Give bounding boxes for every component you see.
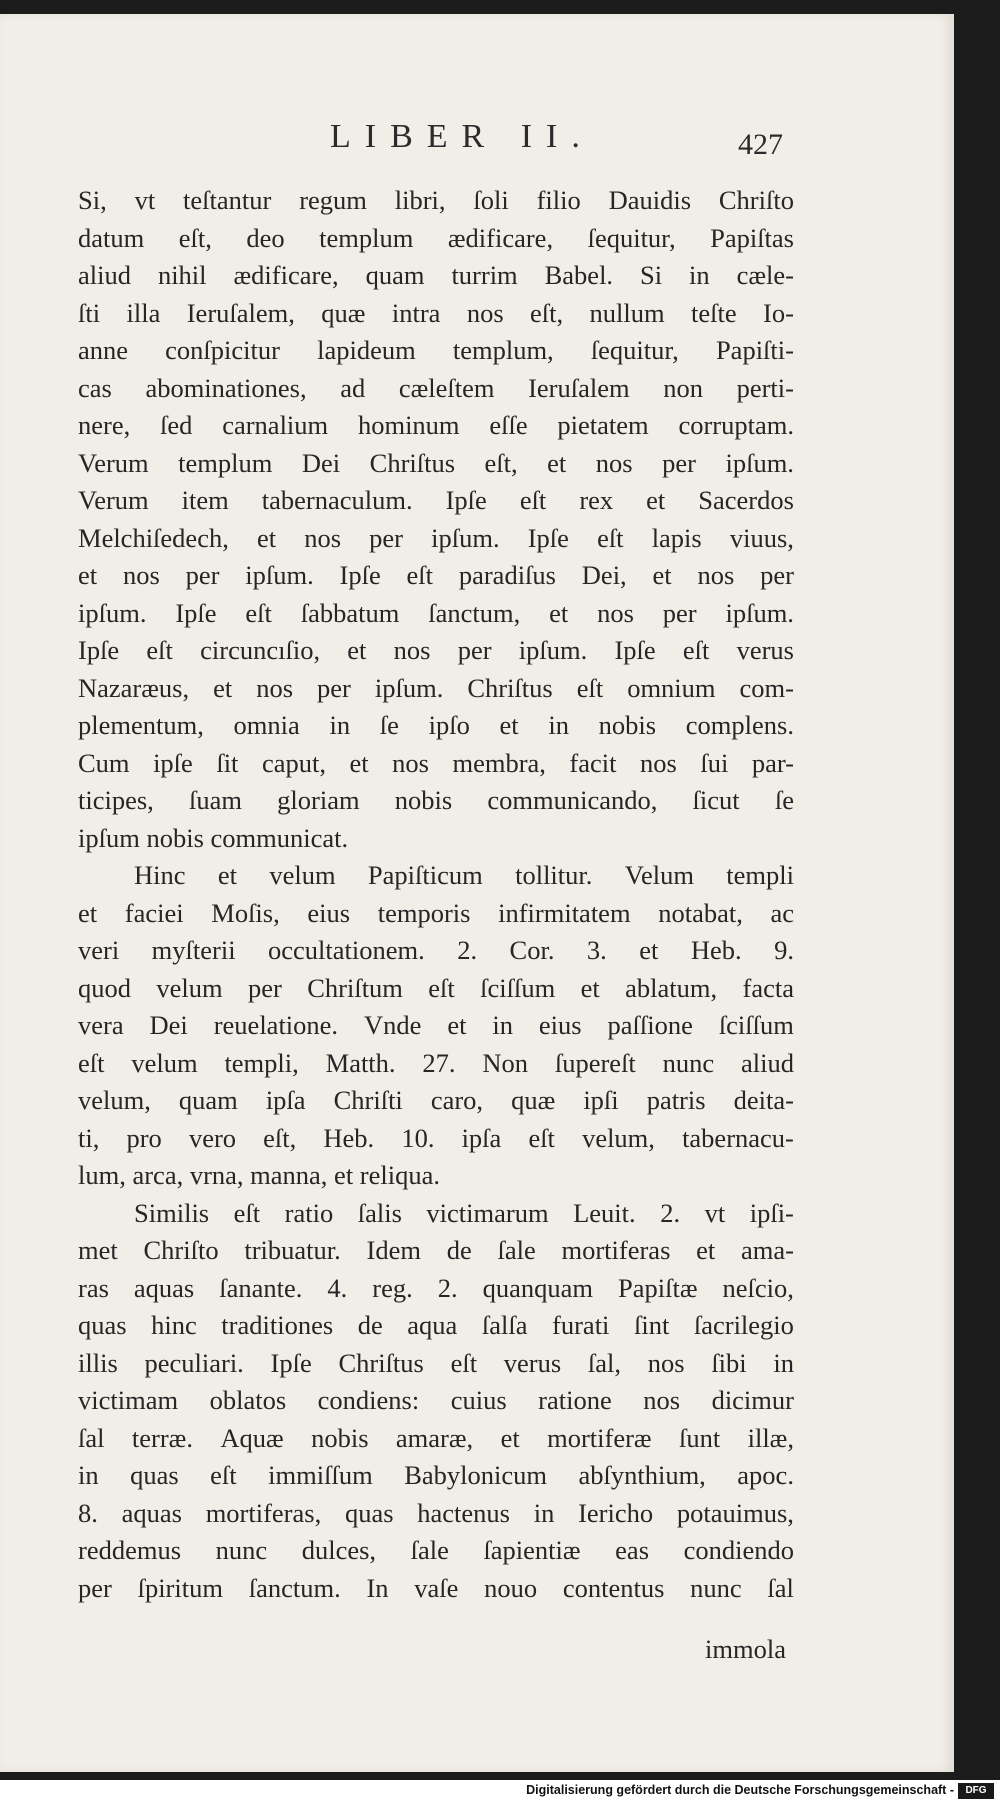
text-line: Verum templum Dei Chriſtus eſt, et nos per ipſum. (78, 447, 794, 478)
text-line: reddemus nunc dulces, ſale ſapientiæ eas condiendo (78, 1535, 794, 1565)
text-line: Cum ipſe ſit caput, et nos membra, facit nos ſui par- (78, 747, 794, 778)
text-line: victimam oblatos condiens: cuius ratione nos dicimur (78, 1385, 794, 1415)
text-line: Verum item tabernaculum. Ipſe eſt rex et Sacerdos (78, 485, 794, 515)
text-line: lum, arca, vrna, manna, et reliqua. (78, 1160, 441, 1190)
text-line: et faciei Moſis, eius temporis infirmitatem notabat, ac (78, 897, 794, 928)
text-line: vera Dei reuelatione. Vnde et in eius paſſione ſciſſum (78, 1010, 794, 1040)
paragraph-first-line: Hinc et velum Papiſticum tollitur. Velum templi (134, 860, 794, 890)
running-head (0, 118, 954, 166)
text-line: ipſum nobis communicat. (78, 822, 349, 853)
text-line: met Chriſto tribuatur. Idem de ſale mortiferas et ama- (78, 1235, 794, 1265)
text-line: Melchiſedech, et nos per ipſum. Ipſe eſt lapis viuus, (78, 522, 794, 553)
text-line: ſti illa Ieruſalem, quæ intra nos eſt, nullum teſte Io- (78, 297, 794, 328)
text-line: ticipes, ſuam gloriam nobis communicando, ſicut ſe (78, 785, 794, 815)
text-line: ſal terræ. Aquæ nobis amaræ, et mortiferæ ſunt illæ, (78, 1422, 794, 1453)
footer-credit: Digitalisierung gefördert durch die Deutsche Forschungsgemeinschaft - (526, 1783, 954, 1797)
running-title: LIBER II. (330, 118, 594, 155)
text-line: quas hinc traditiones de aqua ſalſa furati ſint ſacrilegio (78, 1310, 794, 1340)
digitization-footer (0, 1780, 1000, 1803)
book-page (0, 14, 954, 1772)
text-line: in quas eſt immiſſum Babylonicum abſynthium, apoc. (78, 1460, 794, 1490)
paragraph-first-line: Similis eſt ratio ſalis victimarum Leuit. 2. vt ipſi- (134, 1197, 794, 1228)
text-line: aliud nihil ædificare, quam turrim Babel. Si in cæle- (78, 260, 794, 290)
text-line: veri myſterii occultationem. 2. Cor. 3. et Heb. 9. (78, 935, 794, 965)
text-line: Ipſe eſt circuncıſio, et nos per ipſum. Ipſe eſt verus (78, 635, 794, 665)
text-line: ras aquas ſanante. 4. reg. 2. quanquam Papiſtæ neſcio, (78, 1272, 794, 1303)
text-line: ti, pro vero eſt, Heb. 10. ipſa eſt velum, tabernacu- (78, 1122, 794, 1153)
text-line: eſt velum templi, Matth. 27. Non ſupereſt nunc aliud (78, 1047, 794, 1078)
text-line: 8. aquas mortiferas, quas hactenus in Iericho potauimus, (78, 1497, 794, 1528)
text-line: velum, quam ipſa Chriſti caro, quæ ipſi patris deita- (78, 1085, 794, 1115)
text-line: plementum, omnia in ſe ipſo et in nobis complens. (78, 710, 794, 740)
page-number: 427 (738, 128, 783, 161)
text-line: cas abominationes, ad cæleſtem Ieruſalem non perti- (78, 372, 794, 403)
text-line: per ſpiritum ſanctum. In vaſe nouo contentus nunc ſal (78, 1572, 794, 1603)
body-text (78, 182, 794, 1607)
dfg-logo-icon: DFG (958, 1783, 994, 1799)
text-line: quod velum per Chriſtum eſt ſciſſum et ablatum, facta (78, 972, 794, 1003)
text-line: Si, vt teſtantur regum libri, ſoli filio Dauidis Chriſto (78, 185, 794, 215)
text-line: datum eſt, deo templum ædificare, ſequitur, Papiſtas (78, 222, 794, 253)
text-line: illis peculiari. Ipſe Chriſtus eſt verus ſal, nos ſibi in (78, 1347, 794, 1378)
text-line: Nazaræus, et nos per ipſum. Chriſtus eſt omnium com- (78, 672, 794, 703)
catchword: immola (705, 1634, 786, 1664)
text-line: ipſum. Ipſe eſt ſabbatum ſanctum, et nos per ipſum. (78, 597, 794, 628)
text-line: nere, ſed carnalium hominum eſſe pietatem corruptam. (78, 410, 794, 440)
text-line: anne conſpicitur lapideum templum, ſequitur, Papiſti- (78, 335, 794, 365)
text-line: et nos per ipſum. Ipſe eſt paradiſus Dei, et nos per (78, 560, 794, 590)
